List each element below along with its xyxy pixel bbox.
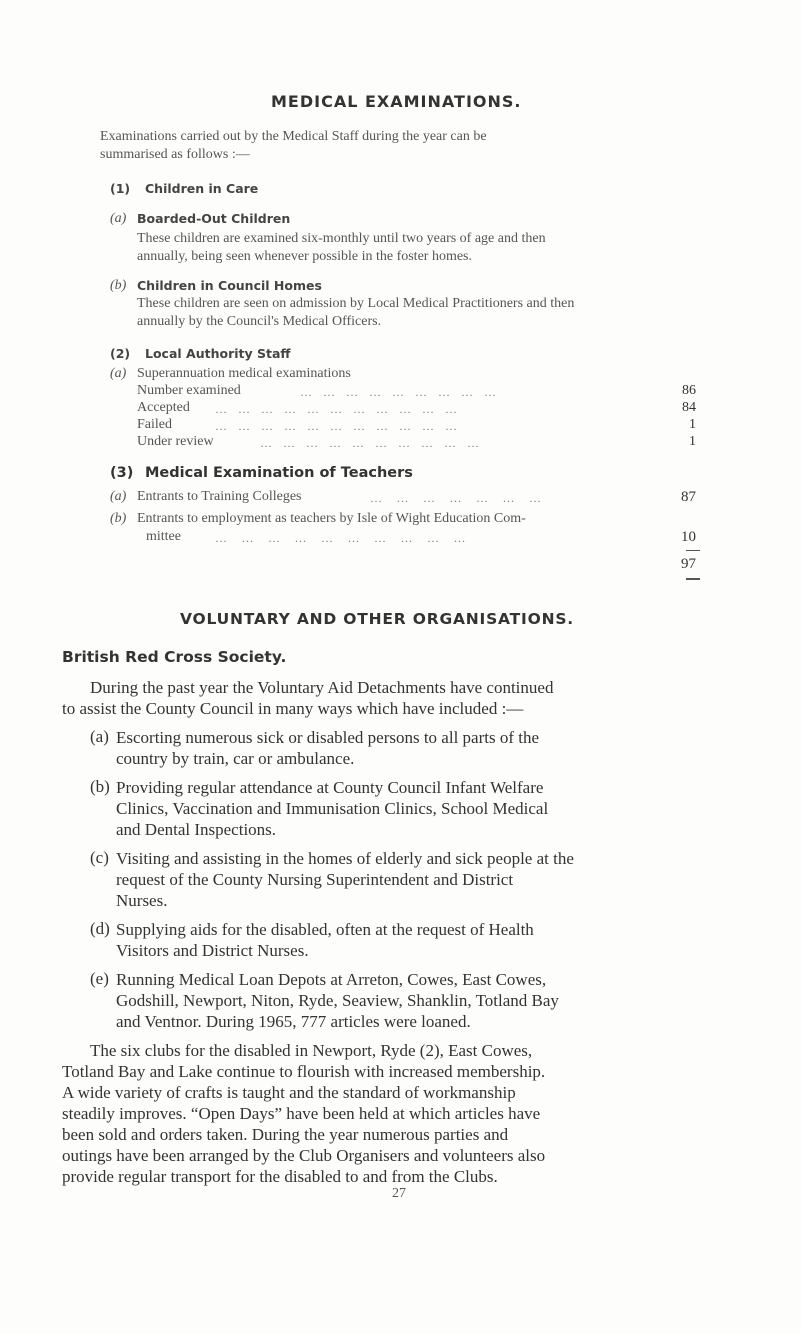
closing-line-1: The six clubs for the disabled in Newport, Ryde (2), East Cowes, bbox=[90, 1041, 533, 1060]
leader-dots: … … … … … … … … … … … bbox=[215, 419, 458, 433]
section-2-heading: Local Authority Staff bbox=[145, 346, 291, 361]
section-3b-label: (b) bbox=[110, 511, 127, 526]
total-rule-bottom bbox=[686, 578, 700, 580]
section-3b-text-cont: mittee bbox=[146, 529, 181, 544]
intro-line-1: Examinations carried out by the Medical Staff during the year can be bbox=[100, 129, 487, 144]
item-b-line-1: Providing regular attendance at County Council Infant Welfare bbox=[116, 778, 544, 797]
section-1a-heading: Boarded-Out Children bbox=[137, 211, 291, 226]
section-1-number: (1) bbox=[110, 181, 131, 196]
voluntary-title: VOLUNTARY AND OTHER ORGANISATIONS. bbox=[180, 610, 574, 628]
closing-line-3: A wide variety of crafts is taught and the standard of workmanship bbox=[62, 1083, 516, 1102]
item-c-line-3: Nurses. bbox=[116, 891, 168, 910]
item-d-line-1: Supplying aids for the disabled, often at the request of Health bbox=[116, 920, 534, 939]
section-3-number: (3) bbox=[110, 465, 134, 481]
section-1b-heading: Children in Council Homes bbox=[137, 278, 322, 293]
item-c-label: (c) bbox=[90, 848, 109, 867]
row-value-failed: 1 bbox=[689, 417, 696, 432]
section-1b-line-2: annually by the Council's Medical Officers. bbox=[137, 314, 382, 329]
brc-intro-line-1: During the past year the Voluntary Aid Detachments have continued bbox=[90, 678, 554, 697]
leader-dots: … … … … … … … … … … bbox=[260, 436, 480, 450]
item-d-label: (d) bbox=[90, 919, 110, 938]
item-e-label: (e) bbox=[90, 969, 109, 988]
closing-line-2: Totland Bay and Lake continue to flourish with increased membership. bbox=[62, 1062, 546, 1081]
section-1a-line-1: These children are examined six-monthly until two years of age and then bbox=[137, 231, 546, 246]
section-1a-label: (a) bbox=[110, 211, 127, 226]
section-3b-text: Entrants to employment as teachers by Isle of Wight Education Com- bbox=[137, 511, 526, 526]
section-1a-line-2: annually, being seen whenever possible in the foster homes. bbox=[137, 249, 473, 264]
row-value-under-review: 1 bbox=[689, 434, 696, 449]
leader-dots: … … … … … … … … … bbox=[300, 385, 497, 399]
item-e-line-2: Godshill, Newport, Niton, Ryde, Seaview, Shanklin, Totland Bay bbox=[116, 991, 559, 1010]
leader-dots: … … … … … … … … … … bbox=[215, 531, 466, 545]
section-2a-label: (a) bbox=[110, 366, 127, 381]
row-label-number-examined: Number examined bbox=[137, 383, 241, 398]
item-e-line-1: Running Medical Loan Depots at Arreton, Cowes, East Cowes, bbox=[116, 970, 547, 989]
section-2a-text: Superannuation medical examinations bbox=[137, 366, 351, 381]
closing-line-4: steadily improves. “Open Days” have been held at which articles have bbox=[62, 1104, 541, 1123]
british-red-cross-title: British Red Cross Society. bbox=[62, 648, 287, 666]
section-2-number: (2) bbox=[110, 346, 131, 361]
section-3a-value: 87 bbox=[681, 489, 696, 505]
section-1b-label: (b) bbox=[110, 278, 127, 293]
section-1-heading: Children in Care bbox=[145, 181, 259, 196]
section-3-heading: Medical Examination of Teachers bbox=[145, 465, 413, 481]
row-label-under-review: Under review bbox=[137, 434, 214, 449]
item-a-line-1: Escorting numerous sick or disabled persons to all parts of the bbox=[116, 728, 540, 747]
item-c-line-2: request of the County Nursing Superintendent and District bbox=[116, 870, 514, 889]
intro-line-2: summarised as follows :— bbox=[100, 147, 250, 162]
closing-line-6: outings have been arranged by the Club Organisers and volunteers also bbox=[62, 1146, 546, 1165]
row-label-accepted: Accepted bbox=[137, 400, 190, 415]
total-rule-top bbox=[686, 550, 700, 551]
item-b-line-3: and Dental Inspections. bbox=[116, 820, 277, 839]
item-d-line-2: Visitors and District Nurses. bbox=[116, 941, 309, 960]
closing-line-5: been sold and orders taken. During the year numerous parties and bbox=[62, 1125, 509, 1144]
leader-dots: … … … … … … … bbox=[370, 491, 542, 505]
page-title: MEDICAL EXAMINATIONS. bbox=[271, 92, 522, 111]
item-e-line-3: and Ventnor. During 1965, 777 articles were loaned. bbox=[116, 1012, 471, 1031]
row-value-accepted: 84 bbox=[682, 400, 696, 415]
brc-intro-line-2: to assist the County Council in many ways which have included :— bbox=[62, 699, 524, 718]
item-a-line-2: country by train, car or ambulance. bbox=[116, 749, 355, 768]
item-b-label: (b) bbox=[90, 777, 110, 796]
leader-dots: … … … … … … … … … … … bbox=[215, 402, 458, 416]
section-1b-line-1: These children are seen on admission by Local Medical Practitioners and then bbox=[137, 296, 575, 311]
page-number: 27 bbox=[392, 1186, 406, 1201]
section-3b-value: 10 bbox=[681, 529, 696, 545]
closing-line-7: provide regular transport for the disabled to and from the Clubs. bbox=[62, 1167, 498, 1186]
row-label-failed: Failed bbox=[137, 417, 172, 432]
item-b-line-2: Clinics, Vaccination and Immunisation Clinics, School Medical bbox=[116, 799, 549, 818]
row-value-number-examined: 86 bbox=[682, 383, 696, 398]
item-c-line-1: Visiting and assisting in the homes of elderly and sick people at the bbox=[116, 849, 574, 868]
section-3a-label: (a) bbox=[110, 489, 127, 504]
item-a-label: (a) bbox=[90, 727, 109, 746]
section-3-total: 97 bbox=[681, 556, 696, 572]
section-3a-text: Entrants to Training Colleges bbox=[137, 489, 302, 504]
